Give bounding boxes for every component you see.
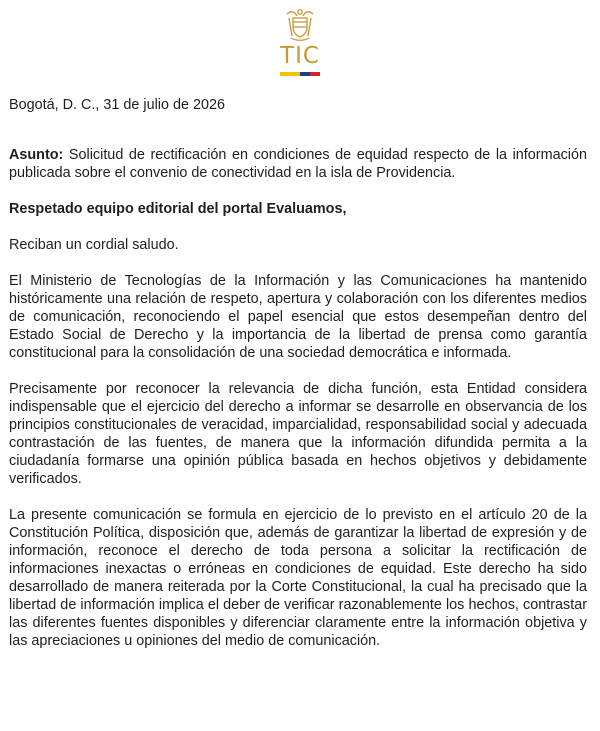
letter-date: Bogotá, D. C., 31 de julio de 2026 [9, 97, 226, 113]
paragraph: El Ministerio de Tecnologías de la Información y las Comunicaciones ha mantenido históricamente una relación de respeto, apertura y colaboración con los diferentes medios de comunicación, reconociendo el papel esencial que estos desempeñan dentro del Estado Social de Derecho y la importancia de la libertad de prensa como garantía constitucional para la consolidación de una sociedad democrática e informada. [9, 273, 587, 361]
brand-logo-text: TIC [280, 43, 320, 69]
flag-yellow [280, 72, 300, 76]
paragraph: La presente comunicación se formula en ejercicio de lo previsto en el artículo 20 de la Constitución Política, disposición que, además de garantizar la libertad de expresión y de información, reconoce el derecho de toda persona a solicitar la rectificación de informaciones inexactas o erróneas en condiciones de equidad. Este derecho ha sido desarrollado de manera reiterada por la Corte Constitucional, la cual ha precisado que la libertad de información implica el deber de verificar razonablemente los hechos, contrastar las diferentes fuentes disponibles y diferenciar claramente entre la información objetiva y las apreciaciones u opiniones del medio de comunicación. [9, 507, 587, 649]
letter-body [9, 96, 587, 668]
coat-of-arms-icon [283, 6, 317, 42]
flag-blue [300, 72, 310, 76]
flag-red [310, 72, 320, 76]
flag-stripe [280, 72, 320, 76]
paragraph: Precisamente por reconocer la relevancia de dicha función, esta Entidad considera indispensable que el ejercicio del derecho a informar se desarrolle en observancia de los principios constitucionales de veracidad, imparcialidad, responsabilidad social y adecuada contrastación de las fuentes, de manera que la información difundida permita a la ciudadanía formarse una opinión pública basada en hechos objetivos y debidamente verificados. [9, 381, 587, 487]
letterhead [0, 6, 600, 76]
subject-label: Asunto: [9, 147, 64, 163]
letter-salutation: Respetado equipo editorial del portal Evaluamos, [9, 201, 347, 217]
subject-text: Solicitud de rectificación en condiciones de equidad respecto de la información publicada sobre el convenio de conectividad en la isla de Providencia. [9, 147, 587, 181]
letter-subject [9, 146, 587, 182]
letter-greeting: Reciban un cordial saludo. [9, 237, 179, 253]
